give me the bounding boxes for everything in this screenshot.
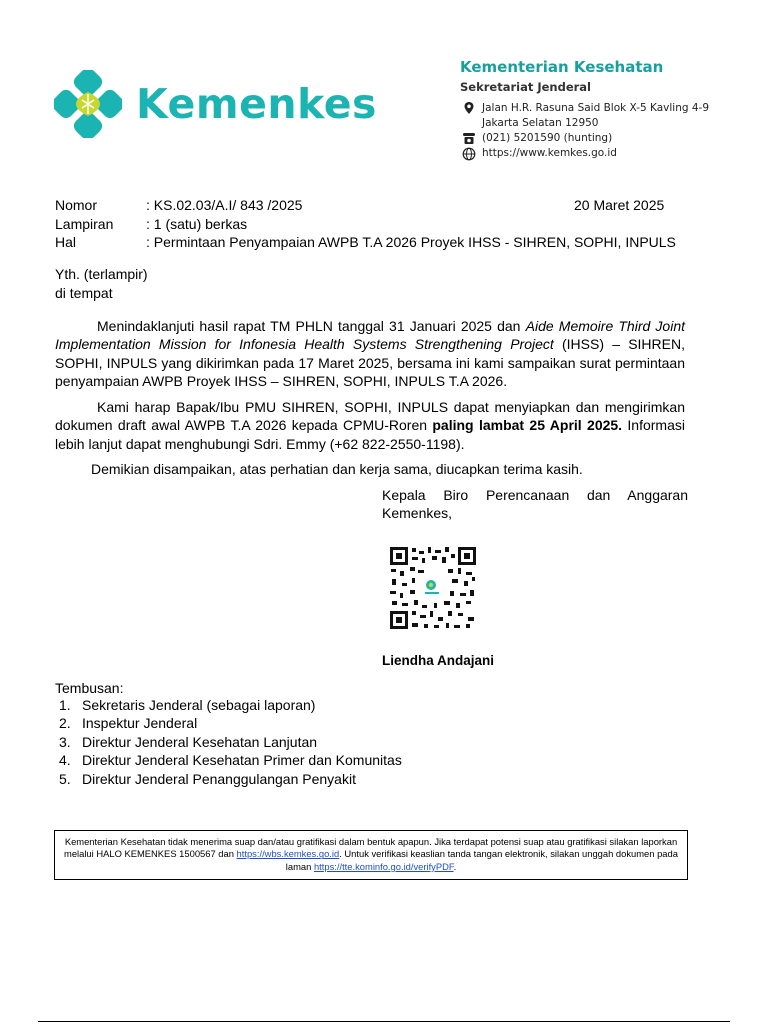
list-item: 4. Direktur Jenderal Kesehatan Primer dan Komunitas	[59, 752, 402, 769]
letter-date: 20 Maret 2025	[574, 197, 665, 213]
list-item: 2. Inspektur Jenderal	[59, 715, 198, 732]
lampiran-label: Lampiran	[55, 216, 114, 232]
signature-title: Kepala Biro Perencanaan dan Anggaran Kemenkes,	[382, 487, 688, 521]
tembusan-list	[55, 697, 402, 789]
p2-text-b: Informasi lebih lanjut dapat menghubungi Sdri. Emmy (+62 822-2550-1198).	[55, 417, 685, 452]
phone-number: (021) 5201590 (hunting)	[482, 132, 613, 144]
verify-pdf-link[interactable]: https://tte.kominfo.go.id/verifyPDF	[313, 860, 454, 872]
wbs-link[interactable]: https://wbs.kemkes.go.id	[236, 848, 340, 860]
nomor-value: : KS.02.03/A.I/ 843 /2025	[146, 197, 303, 213]
list-item: 5. Direktur Jenderal Penanggulangan Penyakit	[59, 770, 356, 787]
signer-name: Liendha Andajani	[382, 653, 495, 668]
body-paragraph-2	[55, 398, 685, 453]
ministry-name: Kementerian Kesehatan	[460, 58, 664, 76]
address-line-1: Jalan H.R. Rasuna Said Blok X-5 Kavling 4-9	[482, 102, 710, 114]
p1-text-a: Menindaklanjuti hasil rapat TM PHLN tanggal 31 Januari 2025 dan	[97, 318, 526, 334]
qr-code-icon	[388, 545, 478, 631]
recipient-line-2: di tempat	[55, 285, 113, 301]
list-item: 3. Direktur Jenderal Kesehatan Lanjutan	[59, 733, 318, 750]
telephone-icon	[462, 131, 476, 145]
tembusan-title: Tembusan:	[55, 680, 124, 696]
footer-divider	[38, 1021, 730, 1022]
recipient-line-1: Yth. (terlampir)	[55, 266, 148, 282]
anti-gratification-notice: Kementerian Kesehatan tidak menerima suap dan/atau gratifikasi dalam bentuk apapun. Jika terdapat potensi suap atau gratifikasi silakan laporkan melalui HALO KEMENKES 1500567 dan https://wbs.kemkes.go.id. Untuk verifikasi keaslian tanda tangan elektronik, silakan unggah dokumen pada laman https://tte.kominfo.go.id/verifyPDF.	[54, 830, 688, 880]
nomor-label: Nomor	[55, 197, 98, 213]
logo-wordmark: Kemenkes	[136, 80, 377, 128]
location-pin-icon	[462, 101, 476, 115]
p2-deadline: paling lambat 25 April 2025.	[432, 417, 623, 434]
lampiran-value: : 1 (satu) berkas	[146, 216, 248, 232]
secretariat-name: Sekretariat Jenderal	[460, 80, 592, 94]
hal-label: Hal	[55, 234, 77, 250]
list-item: 1. Sekretaris Jenderal (sebagai laporan)	[59, 697, 316, 713]
globe-icon	[462, 147, 476, 161]
p2-text-a: Kami harap Bapak/Ibu PMU SIHREN, SOPHI, INPULS dapat menyiapkan dan mengirimkan dokumen draft awal AWPB T.A 2026 kepada CPMU-Roren	[55, 399, 685, 434]
p1-italic: Aide Memoire Third Joint Implementation Mission for Infonesia Health Systems Strengthening Project	[55, 318, 685, 353]
body-paragraph-1	[55, 317, 685, 390]
kemenkes-logo-icon	[54, 70, 122, 138]
p1-text-b: (IHSS) – SIHREN, SOPHI, INPULS yang dikirimkan pada 17 Maret 2025, bersama ini kami sampaikan surat permintaan penyampaian AWPB Proyek IHSS – SIHREN, SOPHI, INPULS T.A 2026.	[55, 336, 685, 389]
website-url: https://www.kemkes.go.id	[482, 147, 617, 159]
hal-value: : Permintaan Penyampaian AWPB T.A 2026 Proyek IHSS - SIHREN, SOPHI, INPULS	[146, 234, 676, 250]
address-line-2: Jakarta Selatan 12950	[482, 117, 599, 129]
body-paragraph-3: Demikian disampaikan, atas perhatian dan kerja sama, diucapkan terima kasih.	[91, 461, 583, 477]
